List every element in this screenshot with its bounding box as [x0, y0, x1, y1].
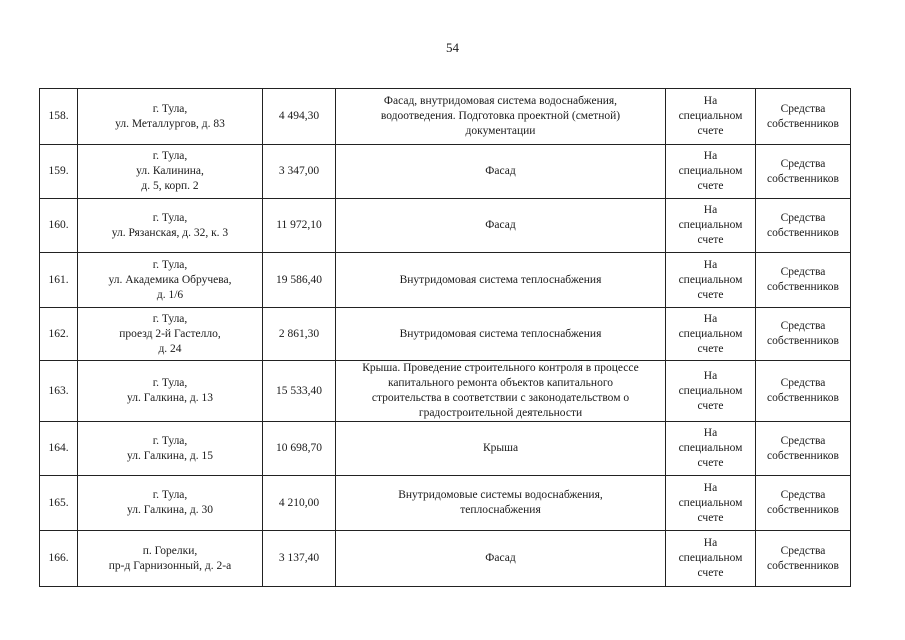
cell-work: [336, 253, 666, 308]
cell-work: [336, 308, 666, 361]
cell-work-line: Внутридомовые системы водоснабжения,: [398, 489, 603, 501]
cell-account: [666, 145, 756, 199]
cell-addr-line: г. Тула,: [152, 312, 188, 325]
cell-source: [756, 422, 851, 476]
cell-source-line: собственников: [767, 335, 839, 347]
cell-cost: 3 137,40: [263, 531, 336, 587]
cell-addr-line: г. Тула,: [152, 150, 188, 162]
cell-account-line: На: [703, 369, 718, 382]
cell-addr: [78, 531, 263, 587]
cell-source-line: Средства: [780, 211, 826, 224]
cell-account-line: На: [703, 537, 718, 549]
cell-account-line: счете: [697, 234, 724, 246]
cell-cost: 4 494,30: [263, 89, 336, 145]
cell-addr-line: пр-д Гарнизонный, д. 2-а: [108, 559, 232, 572]
cell-num: 160.: [40, 199, 78, 253]
table-row: [40, 308, 851, 361]
cell-account-line: На: [703, 204, 718, 216]
cell-source: [756, 89, 851, 145]
cell-account-line: На: [703, 312, 718, 325]
cell-addr-line: ул. Галкина, д. 30: [127, 504, 213, 516]
cell-addr-line: ул. Академика Обручева,: [108, 273, 232, 286]
cell-work-line: теплоснабжения: [460, 504, 541, 516]
cell-addr-line: г. Тула,: [152, 102, 188, 115]
cell-addr-line: г. Тула,: [152, 489, 188, 501]
cell-addr-line: д. 24: [158, 342, 182, 355]
cell-source-line: Средства: [780, 266, 826, 278]
cell-cost: 19 586,40: [263, 253, 336, 308]
cell-account-line: счете: [697, 125, 724, 137]
cell-account-line: На: [703, 427, 718, 439]
cell-cost: 15 533,40: [263, 361, 336, 422]
cell-num: 161.: [40, 253, 78, 308]
table-row: [40, 531, 851, 587]
cell-account-line: специальном: [678, 110, 743, 122]
cell-addr: [78, 145, 263, 199]
cell-account: [666, 361, 756, 422]
table-row: [40, 89, 851, 145]
cell-addr: [78, 308, 263, 361]
cell-num: 159.: [40, 145, 78, 199]
cell-source-line: Средства: [780, 544, 826, 557]
cell-account-line: специальном: [678, 219, 743, 231]
cell-account-line: счете: [697, 288, 724, 301]
cell-num: 166.: [40, 531, 78, 587]
cell-work-line: Фасад, внутридомовая система водоснабжения,: [383, 95, 618, 107]
cell-work: [336, 145, 666, 199]
cell-source-line: Средства: [780, 320, 826, 332]
cell-work-line: документации: [465, 125, 536, 137]
cell-addr: [78, 199, 263, 253]
cell-work-line: Внутридомовая система теплоснабжения: [399, 273, 602, 286]
cell-account-line: специальном: [678, 384, 743, 397]
cell-addr: [78, 361, 263, 422]
cell-account: [666, 308, 756, 361]
cell-addr-line: ул. Металлургов, д. 83: [115, 117, 225, 130]
cell-source: [756, 199, 851, 253]
cell-account-line: специальном: [678, 273, 743, 286]
cell-account-line: счете: [697, 567, 724, 579]
cell-account-line: специальном: [678, 552, 743, 564]
cell-cost: 3 347,00: [263, 145, 336, 199]
cell-addr-line: ул. Рязанская, д. 32, к. 3: [111, 226, 229, 239]
cell-num: 162.: [40, 308, 78, 361]
cell-cost: 10 698,70: [263, 422, 336, 476]
table-body: [40, 89, 851, 587]
cell-cost: 2 861,30: [263, 308, 336, 361]
cell-addr-line: д. 5, корп. 2: [141, 180, 199, 192]
cell-source-line: Средства: [780, 377, 826, 389]
cell-addr-line: ул. Калинина,: [136, 165, 204, 177]
cell-addr-line: г. Тула,: [152, 377, 188, 389]
cell-addr-line: проезд 2-й Гастелло,: [119, 327, 221, 340]
cell-work: [336, 89, 666, 145]
cell-account-line: На: [703, 150, 718, 162]
cell-addr-line: п. Горелки,: [142, 544, 198, 557]
cell-source: [756, 361, 851, 422]
cell-source-line: собственников: [767, 117, 839, 130]
cell-source: [756, 145, 851, 199]
cell-addr-line: г. Тула,: [152, 434, 188, 447]
cell-cost: 11 972,10: [263, 199, 336, 253]
table-row: [40, 361, 851, 422]
cell-account: [666, 476, 756, 531]
cell-work-line: Фасад: [485, 219, 516, 231]
cell-work-line: Внутридомовая система теплоснабжения: [399, 327, 602, 340]
cell-account-line: специальном: [678, 442, 743, 454]
table-row: [40, 199, 851, 253]
cell-account: [666, 199, 756, 253]
cell-account-line: специальном: [678, 327, 743, 340]
cell-source-line: Средства: [780, 157, 826, 170]
cell-source-line: Средства: [780, 102, 826, 115]
cell-account: [666, 89, 756, 145]
cell-account-line: На: [703, 481, 718, 494]
cell-source-line: собственников: [767, 449, 839, 462]
cell-work: [336, 422, 666, 476]
cell-account-line: специальном: [678, 496, 743, 509]
cell-source: [756, 308, 851, 361]
cell-account-line: специальном: [678, 165, 743, 177]
cell-work-line: градостроительной деятельности: [418, 407, 583, 419]
table-row: [40, 422, 851, 476]
cell-account-line: На: [703, 95, 718, 107]
cell-account-line: На: [703, 258, 718, 271]
cell-source: [756, 253, 851, 308]
cell-addr-line: д. 1/6: [156, 288, 184, 301]
cell-work-line: водоотведения. Подготовка проектной (сметной): [380, 110, 621, 122]
cell-source-line: собственников: [767, 281, 839, 293]
cell-source-line: Средства: [780, 434, 826, 447]
cell-account-line: счете: [697, 457, 724, 469]
cell-num: 165.: [40, 476, 78, 531]
cell-work-line: капитального ремонта объектов капитального: [387, 377, 613, 389]
cell-addr-line: г. Тула,: [152, 258, 188, 271]
cell-work: [336, 476, 666, 531]
cell-num: 163.: [40, 361, 78, 422]
cell-addr: [78, 89, 263, 145]
cell-work: [336, 531, 666, 587]
cell-account: [666, 422, 756, 476]
cell-account-line: счете: [697, 180, 724, 192]
cell-source-line: собственников: [767, 504, 839, 516]
repair-registry-table: [39, 88, 851, 587]
cell-addr: [78, 476, 263, 531]
cell-addr: [78, 253, 263, 308]
cell-source-line: собственников: [767, 392, 839, 404]
cell-source: [756, 531, 851, 587]
cell-num: 158.: [40, 89, 78, 145]
cell-work-line: Фасад: [485, 165, 516, 177]
cell-account: [666, 531, 756, 587]
cell-addr-line: ул. Галкина, д. 13: [127, 392, 213, 404]
cell-addr-line: ул. Галкина, д. 15: [127, 449, 213, 462]
cell-work: [336, 361, 666, 422]
cell-work-line: Крыша. Проведение строительного контроля в процессе: [362, 362, 639, 374]
table-row: [40, 253, 851, 308]
cell-addr: [78, 422, 263, 476]
cell-addr-line: г. Тула,: [152, 211, 188, 224]
cell-source-line: собственников: [767, 172, 839, 185]
cell-account-line: счете: [697, 511, 724, 524]
table-row: [40, 476, 851, 531]
cell-work-line: строительства в соответствии с законодательством о: [371, 392, 630, 404]
cell-work: [336, 199, 666, 253]
cell-account-line: счете: [697, 342, 724, 355]
cell-account: [666, 253, 756, 308]
cell-cost: 4 210,00: [263, 476, 336, 531]
cell-source: [756, 476, 851, 531]
cell-source-line: собственников: [767, 559, 839, 572]
cell-work-line: Фасад: [485, 552, 516, 564]
cell-source-line: Средства: [780, 489, 826, 501]
cell-source-line: собственников: [767, 226, 839, 239]
table-row: [40, 145, 851, 199]
cell-work-line: Крыша: [482, 442, 519, 454]
cell-account-line: счете: [697, 399, 724, 412]
page-number: 54: [446, 40, 459, 55]
cell-num: 164.: [40, 422, 78, 476]
